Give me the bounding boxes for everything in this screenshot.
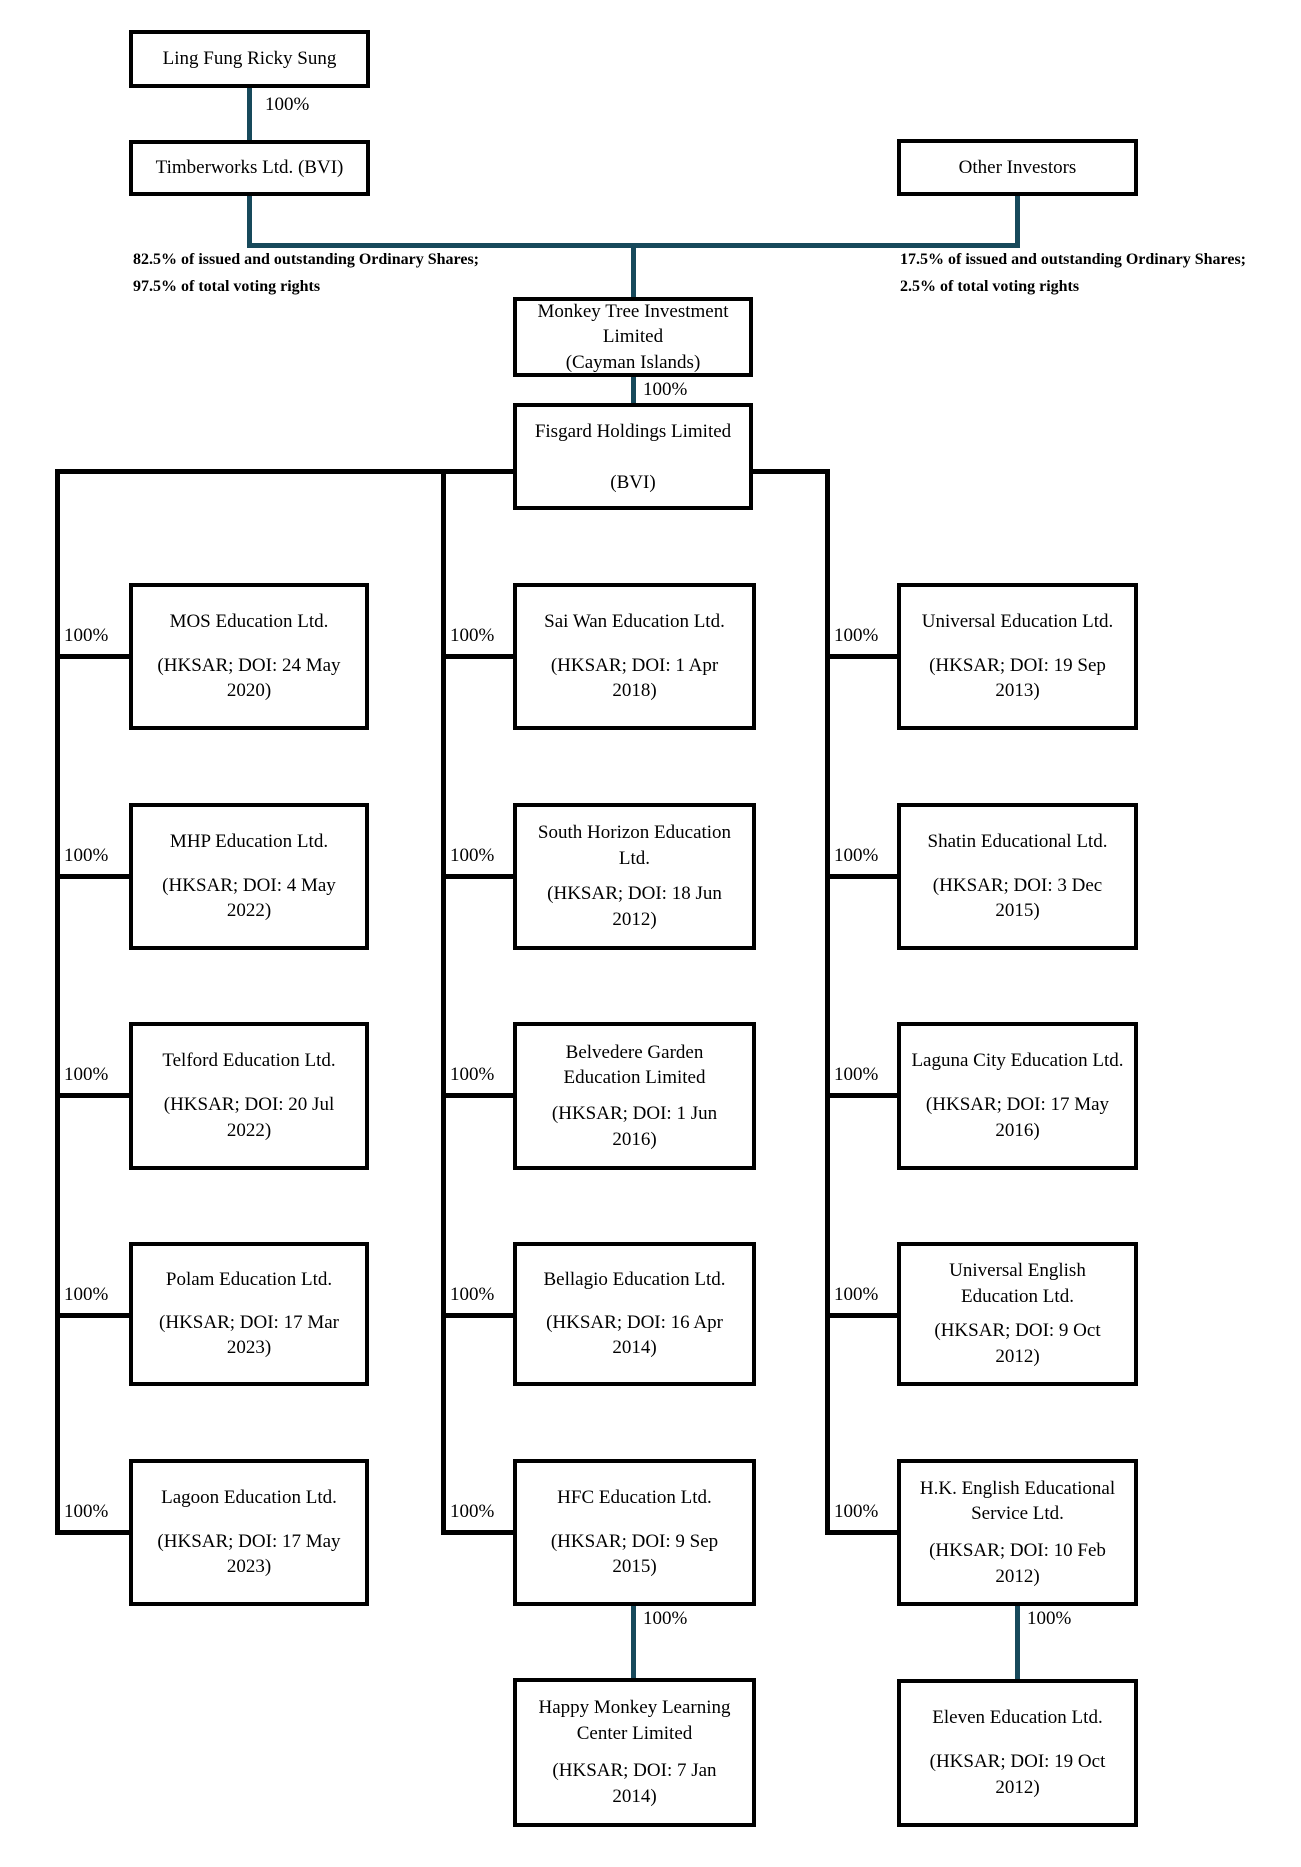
stub-right-2 [827, 874, 897, 879]
node-detail: (HKSAR; DOI: 16 Apr 2014) [546, 1311, 723, 1359]
connector-join-to-monkey-tree [631, 246, 636, 299]
pct-mid-4: 100% [450, 1284, 495, 1305]
node-label: Universal English Education Ltd. [949, 1260, 1086, 1308]
ownership-pct-hke-eleven: 100% [1027, 1608, 1072, 1629]
connector-hfc-to-happy-monkey [631, 1603, 636, 1680]
pct-right-5: 100% [834, 1501, 879, 1522]
node-detail: (HKSAR; DOI: 1 Apr 2018) [550, 654, 719, 702]
connector-monkey-tree-to-fisgard [631, 375, 636, 405]
node-laguna-city-education [897, 1022, 1138, 1170]
node-label: H.K. English Educational Service Ltd. [919, 1477, 1116, 1525]
stub-mid-1 [443, 654, 513, 659]
stub-mid-3 [443, 1093, 513, 1098]
node-belvedere-garden-education [513, 1022, 756, 1170]
stub-left-4 [57, 1313, 129, 1318]
stub-right-3 [827, 1093, 897, 1098]
node-label: HFC Education Ltd. [557, 1487, 712, 1509]
pct-mid-1: 100% [450, 625, 495, 646]
node-bellagio-education [513, 1242, 756, 1386]
node-eleven-education [897, 1679, 1138, 1827]
connector-owner-to-timberworks [247, 88, 252, 142]
stub-left-1 [57, 654, 129, 659]
node-sai-wan-education [513, 583, 756, 730]
node-detail: (HKSAR; DOI: 17 May 2016) [925, 1094, 1110, 1141]
node-shatin-educational [897, 803, 1138, 950]
node-label: Universal Education Ltd. [921, 611, 1114, 633]
node-hfc-education [513, 1459, 756, 1606]
stub-left-3 [57, 1093, 129, 1098]
pct-left-2: 100% [64, 845, 109, 866]
stub-right-5 [827, 1530, 897, 1535]
node-detail: (HKSAR; DOI: 9 Sep 2015) [550, 1530, 719, 1578]
stake-note-left-line2: 97.5% of total voting rights [133, 278, 321, 296]
node-label: Eleven Education Ltd. [932, 1707, 1103, 1729]
pct-right-1: 100% [834, 625, 879, 646]
stub-left-5 [57, 1530, 129, 1535]
node-label: Fisgard Holdings Limited [534, 421, 732, 442]
pct-left-1: 100% [64, 625, 109, 646]
connector-other-investors-down [1015, 194, 1020, 248]
node-mos-education [129, 583, 369, 730]
node-monkey-tree [513, 297, 753, 377]
node-label: Monkey Tree Investment Limited [537, 300, 729, 348]
stub-right-1 [827, 654, 897, 659]
node-detail: (HKSAR; DOI: 17 Mar 2023) [159, 1311, 339, 1359]
node-label: Other Investors [958, 156, 1077, 178]
rail-fisgard-right [753, 469, 830, 474]
node-fisgard [513, 403, 753, 510]
pct-mid-2: 100% [450, 845, 495, 866]
pct-right-3: 100% [834, 1064, 879, 1085]
stub-right-4 [827, 1313, 897, 1318]
stake-note-right-line1: 17.5% of issued and outstanding Ordinary Shares; [900, 251, 1246, 268]
pct-left-3: 100% [64, 1064, 109, 1085]
node-universal-english-education [897, 1242, 1138, 1386]
pct-mid-3: 100% [450, 1064, 495, 1085]
stake-note-left [133, 246, 479, 300]
node-label: South Horizon Education Ltd. [537, 822, 732, 870]
node-detail: (HKSAR; DOI: 24 May 2020) [157, 654, 341, 702]
node-detail: (HKSAR; DOI: 20 Jul 2022) [163, 1094, 335, 1141]
connector-timberworks-down [247, 194, 252, 248]
stub-mid-2 [443, 874, 513, 879]
node-label: Laguna City Education Ltd. [911, 1050, 1124, 1072]
node-label: Telford Education Ltd. [162, 1050, 336, 1072]
node-south-horizon-education [513, 803, 756, 950]
node-ling-fung-ricky-sung [129, 30, 370, 88]
rail-column-right [825, 469, 830, 1535]
node-label: Belvedere Garden Education Limited [563, 1041, 706, 1089]
node-lagoon-education [129, 1459, 369, 1606]
node-detail: (HKSAR; DOI: 7 Jan 2014) [552, 1760, 717, 1807]
node-universal-education [897, 583, 1138, 730]
node-telford-education [129, 1022, 369, 1170]
node-label: Sai Wan Education Ltd. [544, 611, 725, 633]
node-label: Bellagio Education Ltd. [543, 1269, 726, 1291]
ownership-pct-monkey-fisgard: 100% [643, 379, 688, 400]
ownership-pct-hfc-happy-monkey: 100% [643, 1608, 688, 1629]
node-label: Shatin Educational Ltd. [927, 831, 1108, 853]
node-detail: (HKSAR; DOI: 4 May 2022) [162, 874, 336, 922]
node-detail: (HKSAR; DOI: 17 May 2023) [157, 1530, 341, 1578]
stake-note-right-line2: 2.5% of total voting rights [900, 278, 1080, 296]
node-detail: (HKSAR; DOI: 19 Sep 2013) [929, 654, 1106, 702]
node-detail: (HKSAR; DOI: 19 Oct 2012) [929, 1751, 1106, 1798]
node-jurisdiction: (Cayman Islands) [565, 351, 701, 373]
stake-note-left-line1: 82.5% of issued and outstanding Ordinary Shares; [133, 251, 479, 268]
rail-column-middle [441, 469, 446, 1535]
pct-left-4: 100% [64, 1284, 109, 1305]
node-label: Lagoon Education Ltd. [161, 1487, 337, 1509]
node-hk-english-educational-service [897, 1459, 1138, 1606]
node-mhp-education [129, 803, 369, 950]
node-timberworks [129, 140, 370, 196]
pct-right-2: 100% [834, 845, 879, 866]
node-label: Timberworks Ltd. (BVI) [155, 157, 344, 179]
node-jurisdiction: (BVI) [610, 472, 656, 494]
node-label: Happy Monkey Learning Center Limited [538, 1697, 731, 1745]
node-detail: (HKSAR; DOI: 1 Jun 2016) [551, 1102, 718, 1150]
ownership-pct-owner-timberworks: 100% [265, 94, 310, 115]
node-detail: (HKSAR; DOI: 18 Jun 2012) [547, 883, 722, 930]
node-detail: (HKSAR; DOI: 10 Feb 2012) [929, 1539, 1106, 1587]
node-label: Polam Education Ltd. [165, 1269, 333, 1291]
node-detail: (HKSAR; DOI: 3 Dec 2015) [932, 874, 1103, 922]
rail-column-left [55, 469, 60, 1535]
node-happy-monkey-learning-center [513, 1678, 756, 1827]
stub-left-2 [57, 874, 129, 879]
pct-right-4: 100% [834, 1284, 879, 1305]
node-other-investors [897, 139, 1138, 196]
pct-mid-5: 100% [450, 1501, 495, 1522]
connector-hke-to-eleven [1015, 1605, 1020, 1681]
stub-mid-4 [443, 1313, 513, 1318]
node-polam-education [129, 1242, 369, 1386]
node-detail: (HKSAR; DOI: 9 Oct 2012) [934, 1320, 1101, 1367]
node-label: MOS Education Ltd. [169, 611, 329, 633]
node-label: MHP Education Ltd. [169, 831, 329, 853]
pct-left-5: 100% [64, 1501, 109, 1522]
stub-mid-5 [443, 1530, 513, 1535]
stake-note-right [900, 246, 1246, 300]
node-label: Ling Fung Ricky Sung [162, 48, 337, 70]
